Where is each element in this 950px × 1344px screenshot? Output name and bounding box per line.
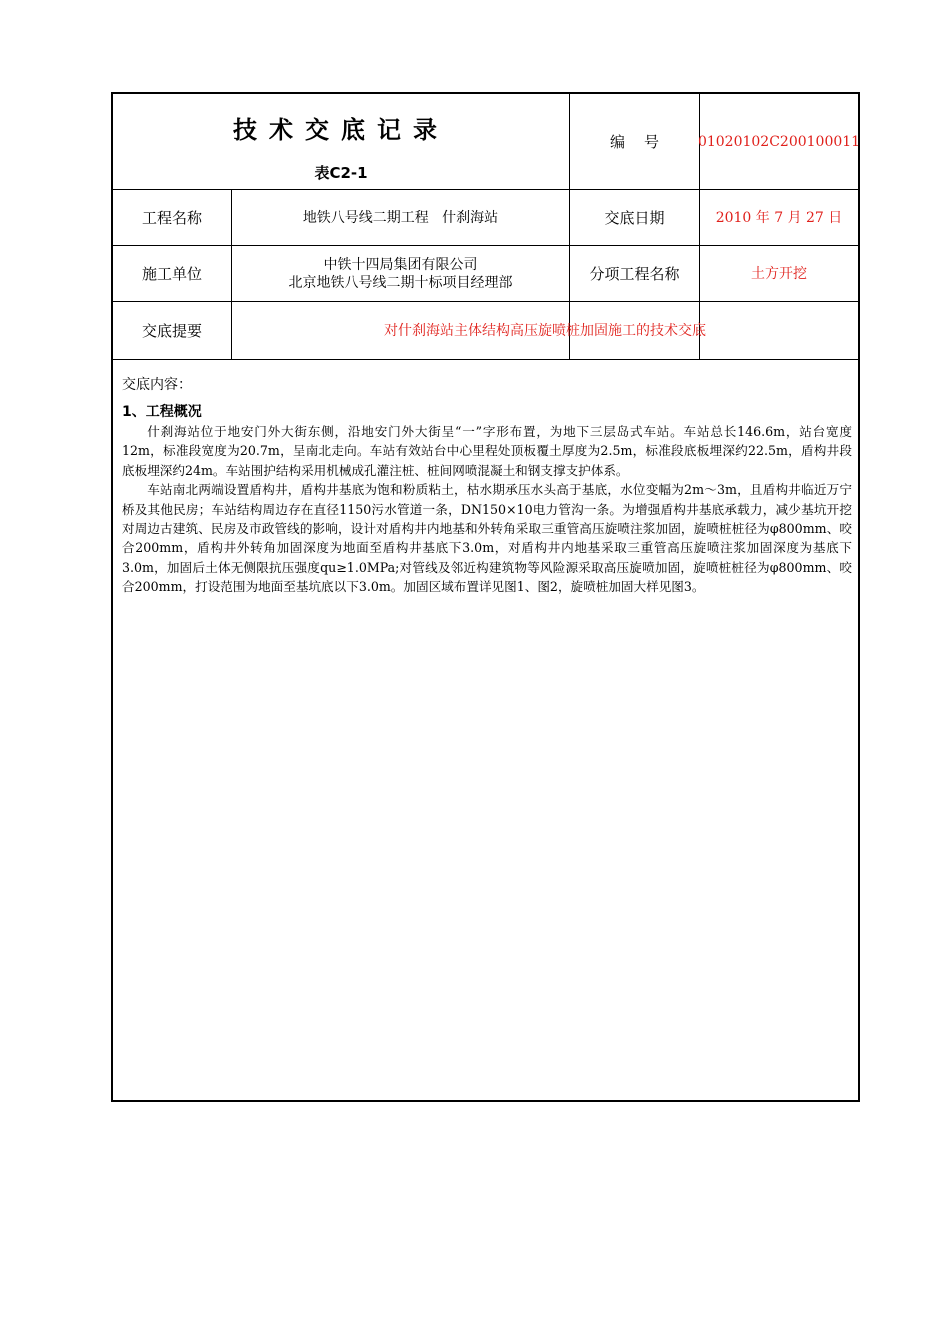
project-name-value: 地铁八号线二期工程 什刹海站 [302,209,499,226]
technical-disclosure-form [111,92,860,1102]
project-name-label: 工程名称 [141,209,202,227]
number-value: 01020102C200100011 [697,133,861,150]
content-heading: 交底内容： [122,377,192,393]
date-value: 2010 年 7 月 27 日 [715,209,843,226]
contractor-line-2: 北京地铁八号线二期十标项目经理部 [288,274,513,291]
content-paragraph: 车站南北两端设置盾构井，盾构井基底为饱和粉质粘土，枯水期承压水头高于基底，水位变幅为2m～3m，且盾构井临近万宁桥及其他民房；车站结构周边存在直径1150污水管道一条，DN150×10电力管沟一条。为增强盾构井基底承载力，减少基坑开挖对周边古建筑、民房及市政管线的影响，设计对盾构井内地基和外转角采取三重管高压旋喷注浆加固，旋喷桩桩径为φ800mm、咬合200mm，盾构井外转角加固深度为地面至盾构井基底下3.0m，对盾构井内地基采取三重管高压旋喷注浆加固深度为基底下3.0m，加固后土体无侧限抗压强度qu≥1.0MPa;对管线及邻近构建筑物等风险源采取高压旋喷加固，旋喷桩桩径为φ800mm、咬合200mm，打设范围为地面至基坑底以下3.0m。加固区域布置详见图1、图2，旋喷桩加固大样见图3。 [122,482,852,595]
number-label: 编 号 [609,133,660,151]
summary-label: 交底提要 [141,322,202,340]
section-title: 1、工程概况 [122,404,202,420]
disclosure-content [122,375,852,597]
form-title: 技术交底记录 [233,115,449,144]
summary-value: 对什刹海站主体结构高压旋喷桩加固施工的技术交底 [384,322,706,339]
content-paragraph: 什刹海站位于地安门外大街东侧，沿地安门外大街呈“一”字形布置，为地下三层岛式车站。车站总长146.6m，站台宽度12m，标准段宽度为20.7m，呈南北走向。车站有效站台中心里程处顶板覆土厚度为2.5m，标准段底板埋深约22.5m，盾构井段底板埋深约24m。车站围护结构采用机械成孔灌注桩、桩间网喷混凝土和钢支撑支护体系。 [122,424,852,478]
sub-project-label: 分项工程名称 [589,265,680,283]
sub-project-value: 土方开挖 [751,265,807,282]
divider-horizontal [113,359,858,360]
form-code: 表C2-1 [314,163,368,182]
contractor-label: 施工单位 [141,265,202,283]
date-label: 交底日期 [604,209,665,227]
contractor-value [232,246,569,301]
contractor-line-1: 中铁十四局集团有限公司 [323,256,478,273]
